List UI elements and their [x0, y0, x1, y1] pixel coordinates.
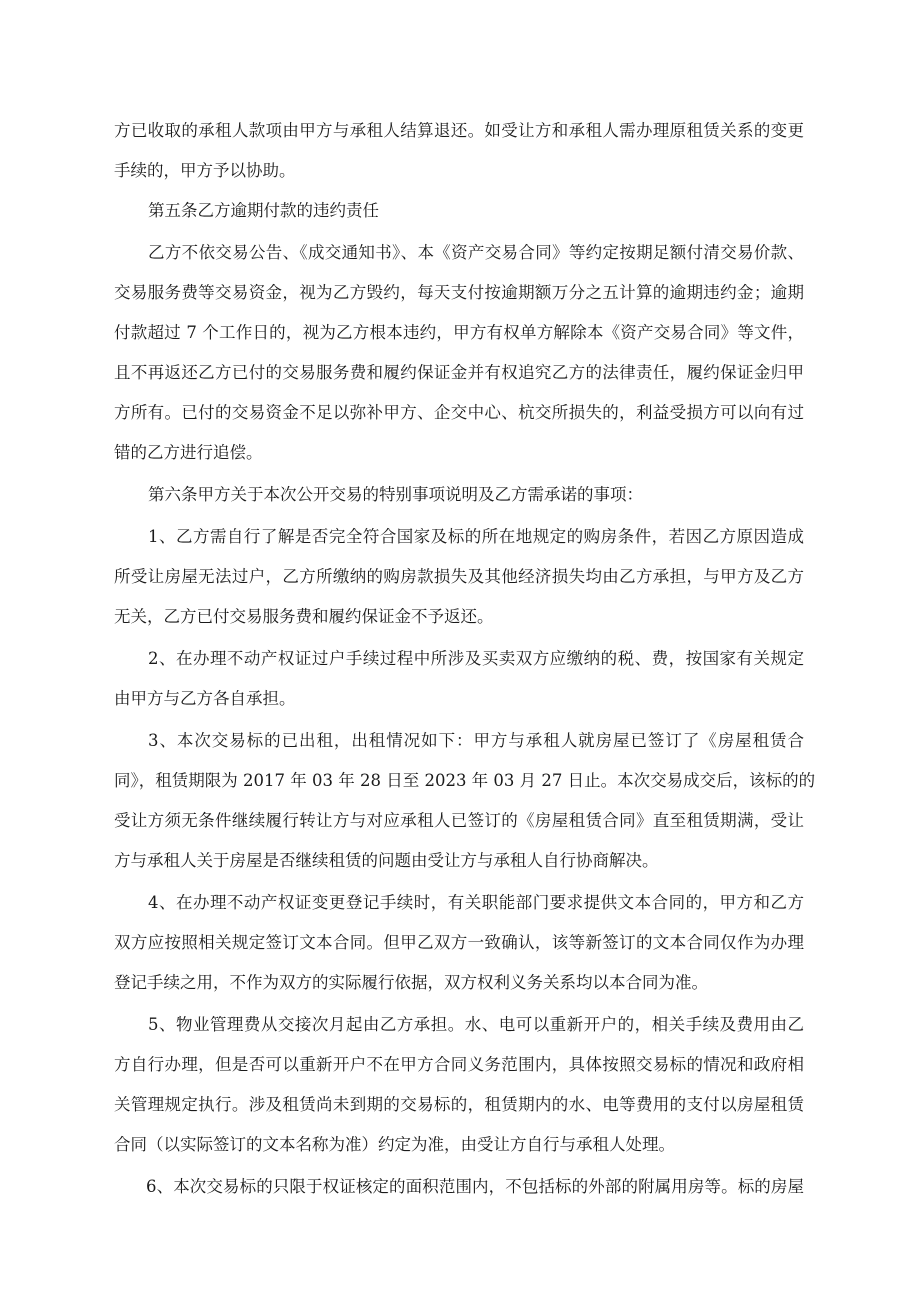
text-line: 方自行办理，但是否可以重新开户不在甲方合同义务范围内，具体按照交易标的情况和政府相	[114, 1055, 804, 1074]
text-line: 4、在办理不动产权证变更登记手续时，有关职能部门要求提供文本合同的，甲方和乙方	[148, 893, 804, 912]
text-line: 同》，租赁期限为 2017 年 03 年 28 日至 2023 年 03 月 27 日止。本次交易成交后，该标的的	[114, 771, 816, 790]
text-line: 合同（以实际签订的文本名称为准）约定为准，由受让方自行与承租人处理。	[114, 1135, 675, 1154]
text-line: 受让方须无条件继续履行转让方与对应承租人已签订的《房屋租赁合同》直至租赁期满，受让	[114, 811, 804, 830]
text-line: 方与承租人关于房屋是否继续租赁的问题由受让方与承租人自行协商解决。	[114, 851, 659, 870]
text-line: 付款超过 7 个工作日的，视为乙方根本违约，甲方有权单方解除本《资产交易合同》等文件，	[114, 323, 804, 342]
text-line: 且不再返还乙方已付的交易服务费和履约保证金并有权追究乙方的法律责任，履约保证金归甲	[114, 363, 804, 382]
text-line: 方所有。已付的交易资金不足以弥补甲方、企交中心、杭交所损失的，利益受损方可以向有过	[114, 403, 804, 422]
text-line: 手续的，甲方予以协助。	[114, 161, 296, 180]
text-line: 所受让房屋无法过户，乙方所缴纳的购房款损失及其他经济损失均由乙方承担，与甲方及乙方	[114, 567, 804, 586]
text-line: 3、本次交易标的已出租，出租情况如下：甲方与承租人就房屋已签订了《房屋租赁合	[148, 731, 804, 750]
text-line: 登记手续之用，不作为双方的实际履行依据，双方权利义务关系均以本合同为准。	[114, 973, 708, 992]
text-line: 交易服务费等交易资金，视为乙方毁约，每天支付按逾期额万分之五计算的逾期违约金；逾期	[114, 283, 804, 302]
text-line: 方已收取的承租人款项由甲方与承租人结算退还。如受让方和承租人需办理原租赁关系的变更	[114, 121, 804, 140]
section-heading: 第六条甲方关于本次公开交易的特别事项说明及乙方需承诺的事项：	[148, 485, 643, 504]
text-line: 错的乙方进行追偿。	[114, 443, 263, 462]
section-heading: 第五条乙方逾期付款的违约责任	[148, 201, 379, 220]
text-line: 1、乙方需自行了解是否完全符合国家及标的所在地规定的购房条件，若因乙方原因造成	[148, 527, 804, 546]
text-line: 关管理规定执行。涉及租赁尚未到期的交易标的，租赁期内的水、电等费用的支付以房屋租赁	[114, 1095, 804, 1114]
text-line: 由甲方与乙方各自承担。	[114, 689, 296, 708]
text-line: 6、本次交易标的只限于权证核定的面积范围内，不包括标的外部的附属用房等。标的房屋	[146, 1177, 804, 1196]
text-line: 2、在办理不动产权证过户手续过程中所涉及买卖双方应缴纳的税、费，按国家有关规定	[148, 649, 804, 668]
text-line: 5、物业管理费从交接次月起由乙方承担。水、电可以重新开户的，相关手续及费用由乙	[148, 1015, 804, 1034]
text-line: 双方应按照相关规定签订文本合同。但甲乙双方一致确认，该等新签订的文本合同仅作为办理	[114, 933, 804, 952]
text-line: 无关，乙方已付交易服务费和履约保证金不予返还。	[114, 607, 494, 626]
text-line: 乙方不依交易公告、《成交通知书》、本《资产交易合同》等约定按期足额付清交易价款、	[148, 243, 804, 262]
